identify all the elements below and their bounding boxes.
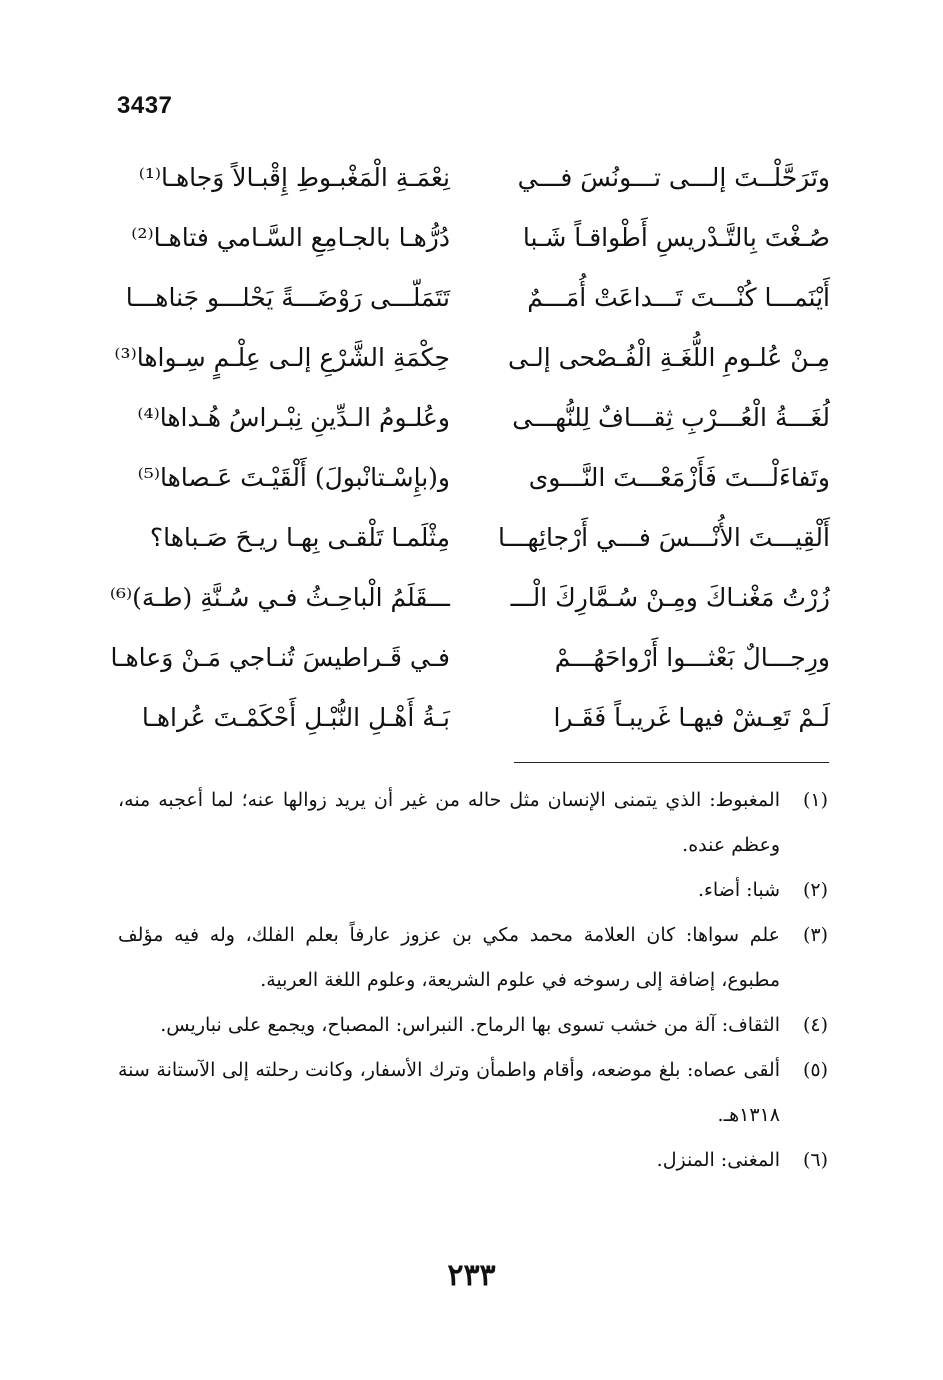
footnote-separator [514,762,829,763]
verse-second-hemistich: دُرُّهـا بالجـامِعِ السَّـامي فتاهـا⁽²⁾ [131,223,450,252]
verse-second-hemistich: نِعْمَـةِ الْمَغْبـوطِ إِقْبـالاً وَجاهـا⁽¹⁾ [138,163,450,192]
footnote-text: المغنى: المنزل. [656,1149,780,1171]
verse-first-hemistich: صُـغْتَ بِالتَّـدْريسِ أَطْواقـاً شَـبا [522,223,830,252]
verse-line [115,450,830,510]
verse-line [115,150,830,210]
footnote-text: شبا: أضاء. [697,879,780,901]
footnote-number: (٦) [802,1149,828,1171]
footnote-text: الثقاف: آلة من خشب تسوى بها الرماح. النبراس: المصباح، ويجمع على نباريس. [160,1014,780,1036]
footnote [118,1048,828,1138]
verse-second-hemistich: وعُلـومُ الـدِّينِ نِبْـراسُ هُـداها⁽⁴⁾ [137,403,450,432]
verse-first-hemistich: أَلْقِيـــتَ الأُنْـــسَ فـــي أَرْجائِهـــا [497,523,830,552]
verse-second-hemistich: بَـةُ أَهْـلِ النُّبْـلِ أَحْكَمْـتَ عُراهـا [141,703,450,732]
verse-first-hemistich: لُغَـــةُ الْعُـــرْبِ ثِقـــافٌ لِلنُّهـــى [512,403,830,432]
verse-first-hemistich: وتَرَحَّلْــتَ إلـــى تـــونُسَ فـــي [517,163,830,192]
verse-first-hemistich: مِـنْ عُلـومِ اللُّغَـةِ الْفُـصْحى إلـى [508,343,830,372]
verse-line [109,570,830,630]
footnote-text: المغبوط: الذي يتمنى الإنسان مثل حاله من غير أن يريد زوالها عنه؛ لما أعجبه منه، وعظم عنده. [118,789,780,856]
footnote-number: (٤) [802,1014,828,1036]
verse-first-hemistich: ورِجـــالٌ بَعْثـــوا أَرْواحَهُـــمْ [554,643,830,672]
page-number: ٢٣٣ [447,1258,496,1293]
verse-line [115,270,830,330]
verse-line [115,690,830,750]
poem-body [109,150,830,750]
footnote [118,1138,828,1183]
footnote-number: (٣) [802,924,828,946]
footnote-text: ألقى عصاه: بلغ موضعه، وأقام واطمأن وترك الأسفار، وكانت رحلته إلى الآستانة سنة ١٣١٨هـ. [118,1059,780,1126]
footnote [118,913,828,1003]
verse-second-hemistich: و(بإِسْـتانْبولَ) أَلْقَيْـتَ عَـصاها⁽⁵⁾ [137,463,450,492]
verse-first-hemistich: لَـمْ تَعِـشْ فيهـا غَريبـاً فَقَـرا [553,703,830,732]
footnote [118,868,828,913]
verse-second-hemistich: تَتَمَلّـــى رَوْضَـــةً يَحْلـــو جَناهـــا [125,283,450,312]
footnote-number: (٥) [802,1059,828,1081]
verse-second-hemistich: فـي قَـراطيسَ تُنـاجي مَـنْ وَعاهـا [110,643,450,672]
footnotes-section [118,778,828,1183]
verse-line [115,510,830,570]
verse-line [115,210,830,270]
verse-second-hemistich: ـــقَلَمُ الْباحِـثُ فـي سُـنَّةِ (طـهَ)⁽⁶⁾ [109,583,450,612]
footnote-number: (٢) [802,879,828,901]
verse-first-hemistich: وتَفاءَلْـــتَ فَأَزْمَعْـــتَ النَّـــوى [528,463,830,492]
page-id-number: 3437 [117,92,173,119]
verse-second-hemistich: حِكْمَةِ الشَّرْعِ إلـى عِلْـمٍ سِـواها⁽³⁾ [114,343,450,372]
verse-line [115,390,830,450]
footnote-number: (١) [802,789,828,811]
verse-first-hemistich: أَيْنَمـــا كُنْـــتَ تَـــداعَتْ أُمَـــمٌ [527,283,830,312]
verse-second-hemistich: مِثْلَمـا تَلْقـى بِهـا ريـحَ صَـباها؟ [149,523,450,552]
verse-first-hemistich: زُرْتُ مَغْنـاكَ ومِـنْ سُـمَّارِكَ الْـــ [510,583,830,612]
verse-line [110,630,830,690]
footnote-text: علم سواها: كان العلامة محمد مكي بن عزوز عارفاً بعلم الفلك، وله فيه مؤلف مطبوع، إضافة إلى رسوخه في علوم الشريعة، وعلوم اللغة العربية. [118,924,780,991]
verse-line [115,330,830,390]
footnote [118,778,828,868]
footnote [118,1003,828,1048]
